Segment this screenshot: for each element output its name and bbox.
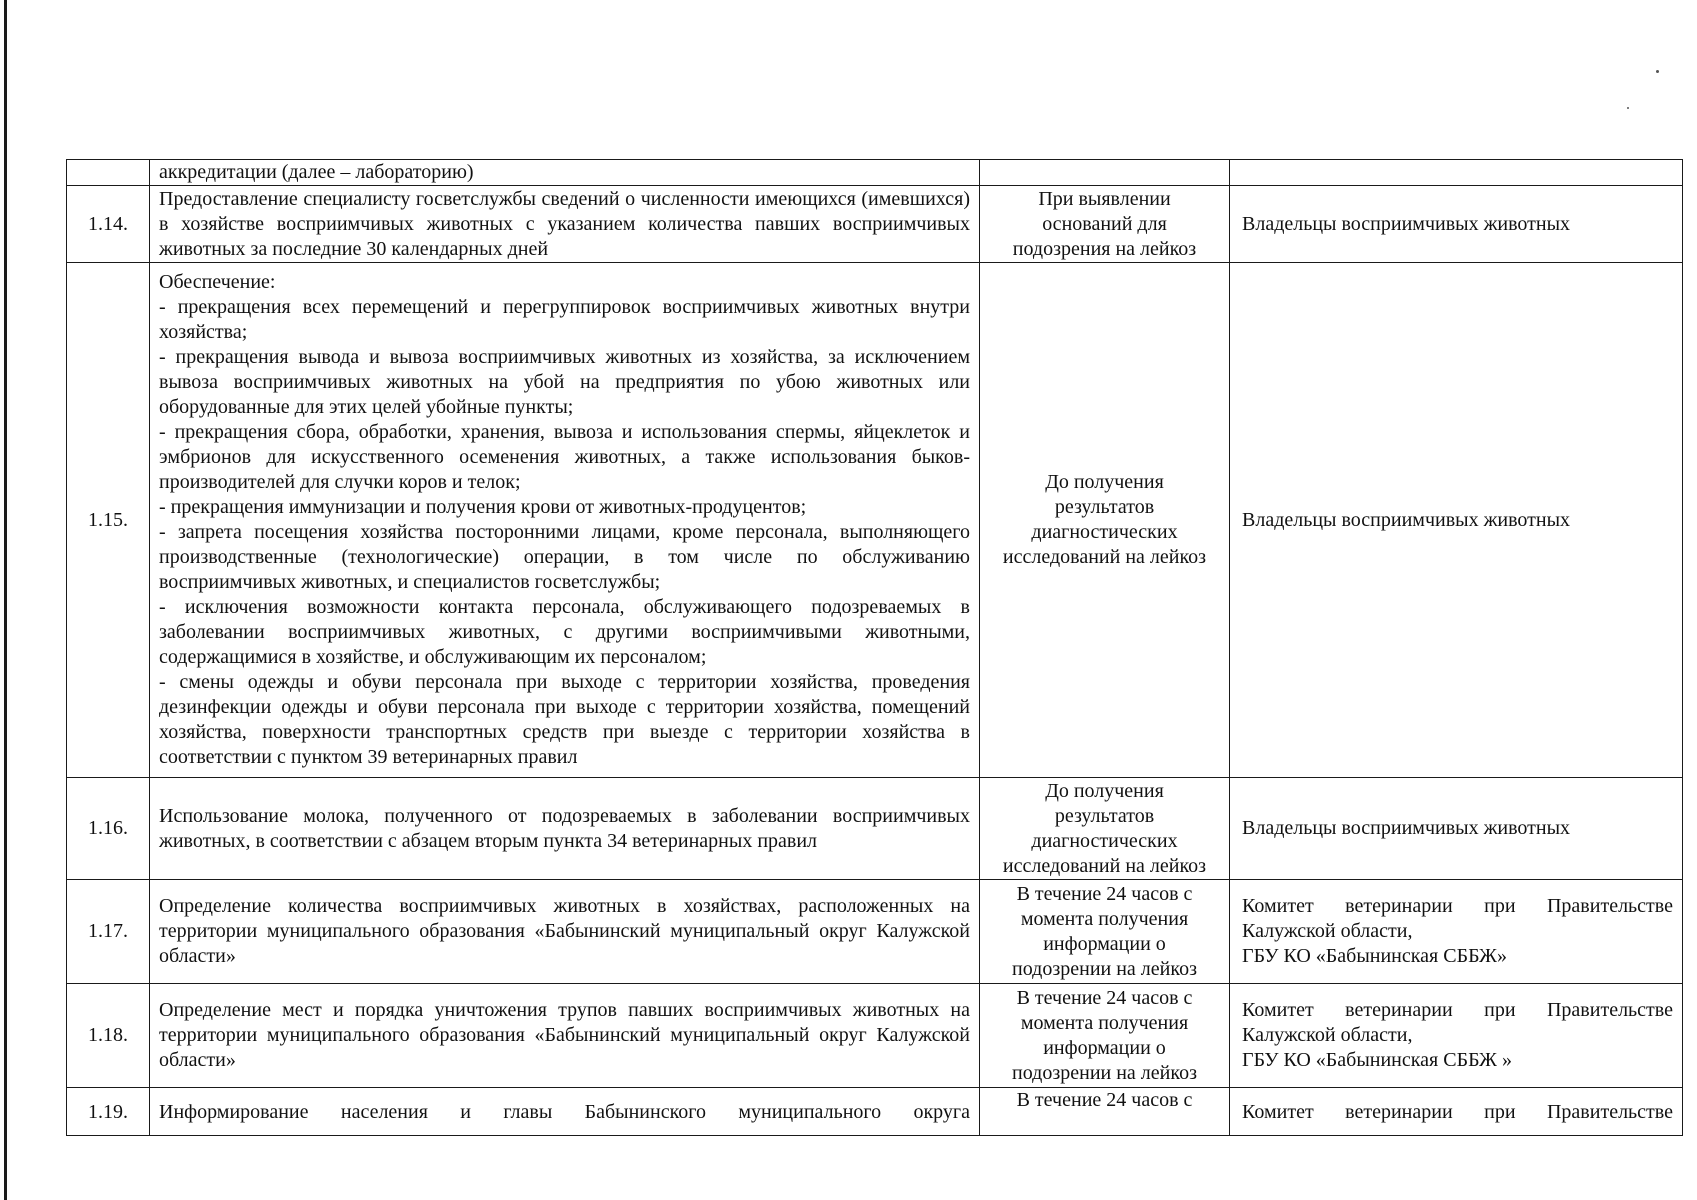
action-cell [150,778,980,880]
term-text: результатов [1054,496,1155,518]
term-cell [980,186,1230,263]
term-text: оснований для [1042,212,1167,235]
term-cell [980,263,1230,778]
table-row [67,880,1683,984]
responsible-cell [1230,186,1683,263]
responsible-cell [1230,160,1683,186]
scan-speck [1627,107,1629,109]
term-cell [980,778,1230,880]
responsible-cell [1230,778,1683,880]
scan-speck [1656,70,1659,73]
term-text: подозрения на лейкоз [1012,237,1197,260]
term-cell [980,984,1230,1088]
action-cell [150,186,980,263]
table-row [67,984,1683,1088]
responsible-text: Комитет ветеринарии при Правительстве [1242,1101,1673,1123]
term-cell [980,1088,1230,1136]
action-text: - прекращения сбора, обработки, хранения, вывоза и использования спермы, яйцеклеток и эмбрионов для искусственного осеменения животных, а также использования быков-производителей для случки коров и телок; [159,421,970,493]
responsible-text: Комитет ветеринарии при Правительстве Калужской области, [1242,999,1673,1046]
responsible-cell [1230,984,1683,1088]
action-text: - прекращения вывода и вывоза восприимчивых животных из хозяйства, за исключением вывоза восприимчивых животных на убой на предприятия по убою животных или оборудованные для этих целей убойные пункты; [159,346,970,418]
term-text: момента получения [1020,907,1189,930]
row-number: 1.15. [67,263,150,778]
responsible-text: Комитет ветеринарии при Правительстве Калужской области, [1242,895,1673,942]
term-cell [980,880,1230,984]
term-text: При выявлении [1038,187,1171,210]
action-text: Использование молока, полученного от подозреваемых в заболевании восприимчивых животных, в соответствии с абзацем вторым пункта 34 ветеринарных правил [159,804,970,852]
row-number: 1.18. [67,984,150,1088]
action-text: Информирование населения и главы Бабынинского муниципального округа [159,1101,970,1123]
action-text: Обеспечение: [159,271,276,293]
row-number: 1.17. [67,880,150,984]
term-text: В течение 24 часов с [1016,986,1193,1009]
table-row [67,263,1683,778]
term-text: исследований на лейкоз [1002,854,1207,877]
action-text: Определение мест и порядка уничтожения трупов павших восприимчивых животных на территории муниципального образования «Бабынинский муниципальный округ Калужской области» [159,999,970,1071]
action-cell [150,160,980,186]
term-text: момента получения [1020,1011,1189,1034]
term-text: информации о [1043,932,1166,955]
table-row [67,186,1683,263]
action-text: аккредитации (далее – лабораторию) [159,161,474,183]
responsible-text: Владельцы восприимчивых животных [1242,817,1571,839]
responsible-text: Владельцы восприимчивых животных [1242,508,1571,531]
term-text: подозрении на лейкоз [1012,957,1197,980]
action-text: - запрета посещения хозяйства посторонними лицами, кроме персонала, выполняющего производственные (технологические) операции, в том числе по обслуживанию восприимчивых животных, и специалистов госветслужбы; [159,521,970,593]
row-number [67,160,150,186]
action-text: Определение количества восприимчивых животных в хозяйствах, расположенных на территории муниципального образования «Бабынинский муниципальный округ Калужской области» [159,895,970,967]
responsible-text: ГБУ КО «Бабынинская СББЖ» [1242,945,1507,967]
term-cell [980,160,1230,186]
term-text: диагностических [1031,829,1178,852]
action-text: - исключения возможности контакта персонала, обслуживающего подозреваемых в заболевании восприимчивых животных, с другими восприимчивыми животными, содержащимися в хозяйстве, и обслуживающим их персоналом; [159,596,970,668]
action-cell [150,984,980,1088]
responsible-text: ГБУ КО «Бабынинская СББЖ » [1242,1049,1512,1071]
responsible-cell [1230,880,1683,984]
term-text: В течение 24 часов с [1016,882,1193,905]
term-text: подозрении на лейкоз [1012,1061,1197,1084]
measures-table [66,159,1683,1136]
responsible-cell [1230,1088,1683,1136]
action-text: Предоставление специалисту госветслужбы сведений о численности имеющихся (имевшихся) в хозяйстве восприимчивых животных с указанием количества павших восприимчивых животных за последние 30 календарных дней [159,187,970,260]
scan-left-edge [4,0,7,1200]
term-text: диагностических [1031,521,1178,543]
action-cell [150,1088,980,1136]
row-number: 1.19. [67,1088,150,1136]
table-row [67,1088,1683,1136]
term-text: информации о [1043,1036,1166,1059]
responsible-cell [1230,263,1683,778]
row-number: 1.14. [67,186,150,263]
action-text: - прекращения иммунизации и получения крови от животных-продуцентов; [159,496,807,518]
responsible-text: Владельцы восприимчивых животных [1242,212,1571,235]
action-cell [150,880,980,984]
term-text: результатов [1054,804,1155,827]
term-text: До получения [1045,471,1164,493]
row-number: 1.16. [67,778,150,880]
action-text: - прекращения всех перемещений и перегруппировок восприимчивых животных внутри хозяйства; [159,296,970,343]
action-text: - смены одежды и обуви персонала при выходе с территории хозяйства, проведения дезинфекции одежды и обуви персонала при выходе с территории хозяйства, помещений хозяйства, поверхности транспортных средств при выезде с территории хозяйства в соответствии с пунктом 39 ветеринарных правил [159,671,970,768]
table-row [67,778,1683,880]
term-text: В течение 24 часов с [1016,1089,1193,1111]
table-row [67,160,1683,186]
action-cell [150,263,980,778]
term-text: исследований на лейкоз [1002,546,1207,568]
term-text: До получения [1045,779,1164,802]
